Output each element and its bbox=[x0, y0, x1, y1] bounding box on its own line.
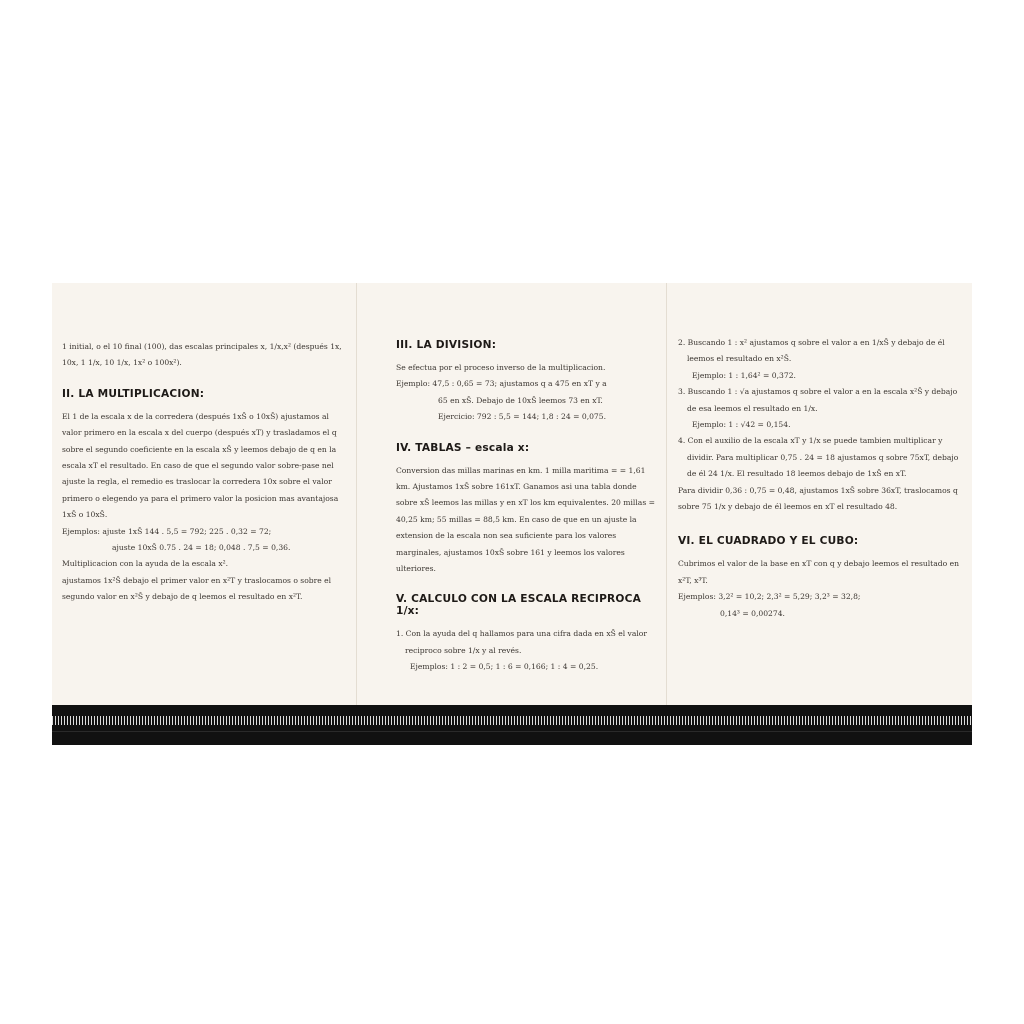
panel-left bbox=[52, 283, 356, 705]
heading-reciproca: V. CALCULO CON LA ESCALA RECIPROCA 1/x: bbox=[396, 593, 641, 618]
cuadrado-cubo-examples-2: 0,14³ = 0,00274. bbox=[720, 608, 785, 618]
panel-right bbox=[666, 283, 972, 705]
slide-rule-scale-strip bbox=[52, 705, 972, 745]
scale-ticks bbox=[52, 716, 972, 725]
division-example-2: 65 en xŜ. Debajo de 10xŜ leemos 73 en xT. bbox=[438, 395, 603, 405]
cuadrado-cubo-text: Cubrimos el valor de la base en xT con q y debajo leemos el resultado en x²T, x³T. bbox=[678, 559, 959, 585]
heading-cuadrado-cubo: VI. EL CUADRADO Y EL CUBO: bbox=[678, 535, 859, 548]
multiplicacion-text: El 1 de la escala x de la corredera (después 1xŜ o 10xŜ) ajustamos al valor primero en la escala x del cuerpo (después xT) y trasladamos el q sobre el segundo coeficiente en la escala xŜ y leemos debajo de q en la escala xT el resultado. En caso de que el segundo valor sobre-pase nel ajuste la regla, el remedio es traslocar la corredera 10x sobre el valor primero o elegendo ya para el primero valor la posicion mas avantajosa 1xŜ o 10xŜ. bbox=[62, 411, 339, 520]
division-example-1: Ejemplo: 47,5 : 0,65 = 73; ajustamos q a 475 en xT y a bbox=[396, 379, 607, 389]
scale-line bbox=[52, 731, 972, 732]
heading-division: III. LA DIVISION: bbox=[396, 339, 497, 351]
division-text: Se efectua por el proceso inverso de la multiplicacion. bbox=[396, 363, 606, 372]
reciproca-item-2-example: Ejemplo: 1 : 1,64² = 0,372. bbox=[692, 370, 796, 380]
division-exercise: Ejercicio: 792 : 5,5 = 144; 1,8 : 24 = 0,075. bbox=[438, 412, 607, 422]
examples-line-2: ajuste 10xŜ 0.75 . 24 = 18; 0,048 . 7,5 = 0,36. bbox=[112, 543, 291, 553]
heading-multiplicacion: II. LA MULTIPLICACION: bbox=[62, 387, 205, 400]
dividir-text: Para dividir 0,36 : 0,75 = 0,48, ajustamos 1xŜ sobre 36xT, traslocamos q sobre 75 1/x y debajo de él leemos en xT el resultado 48. bbox=[678, 485, 958, 512]
tablas-text: Conversion das millas marinas en km. 1 milla maritima = = 1,61 km. Ajustamos 1xŜ sobre 161xT. Ganamos asi una tabla donde sobre xŜ leemos las millas y en xT los km equivalentes. 20 millas = 40,25 km; 55 millas = 88,5 km. En caso de que en un ajuste la extension de la escala non sea suficiente para los valores marginales, ajustamos 10xŜ sobre 161 y leemos los valores ulteriores. bbox=[396, 465, 655, 574]
reciproca-item-2: 2. Buscando 1 : x² ajustamos q sobre el valor a en 1/xŜ y debajo de él leemos el resultado en x²Ŝ. bbox=[678, 338, 945, 364]
cuadrado-cubo-examples-1: Ejemplos: 3,2² = 10,2; 2,3² = 5,29; 3,2³ = 32,8; bbox=[678, 592, 861, 602]
heading-tablas: IV. TABLAS – escala x: bbox=[396, 441, 530, 454]
multiplicacion-x2-line: Multiplicacion con la ayuda de la escala x². bbox=[62, 559, 229, 569]
examples-line-1: Ejemplos: ajuste 1xŜ 144 . 5,5 = 792; 225 . 0,32 = 72; bbox=[62, 526, 272, 536]
intro-text: 1 initial, o el 10 final (100), das escalas principales x, 1/x,x² (después 1x, 10x, 1 1/x, 10 1/x, 1x² o 100x²). bbox=[62, 342, 342, 368]
instruction-leaflet bbox=[52, 283, 972, 745]
reciproca-item-1: 1. Con la ayuda del q hallamos para una cifra dada en xŜ el valor reciproco sobre 1/x y al revés. bbox=[396, 629, 648, 655]
reciproca-item-3-example: Ejemplo: 1 : √42 = 0,154. bbox=[692, 420, 791, 430]
multiplicacion-x2-text: ajustamos 1x²Ŝ debajo el primer valor en x²T y traslocamos o sobre el segundo valor en x²Ŝ y debajo de q leemos el resultado en x²T. bbox=[62, 575, 332, 602]
reciproca-item-4: 4. Con el auxilio de la escala xT y 1/x se puede tambien multiplicar y dividir. Para multiplicar 0,75 . 24 = 18 ajustamos q sobre 75xT, debajo de él 24 1/x. El resultado 18 leemos debajo de 1xŜ en xT. bbox=[678, 436, 959, 479]
reciproca-examples: Ejemplos: 1 : 2 = 0,5; 1 : 6 = 0,166; 1 : 4 = 0,25. bbox=[410, 662, 599, 672]
panel-middle bbox=[356, 283, 666, 705]
reciproca-item-3: 3. Buscando 1 : √a ajustamos q sobre el valor a en la escala x²Ŝ y debajo de esa leemos el resultado en 1/x. bbox=[678, 387, 958, 413]
